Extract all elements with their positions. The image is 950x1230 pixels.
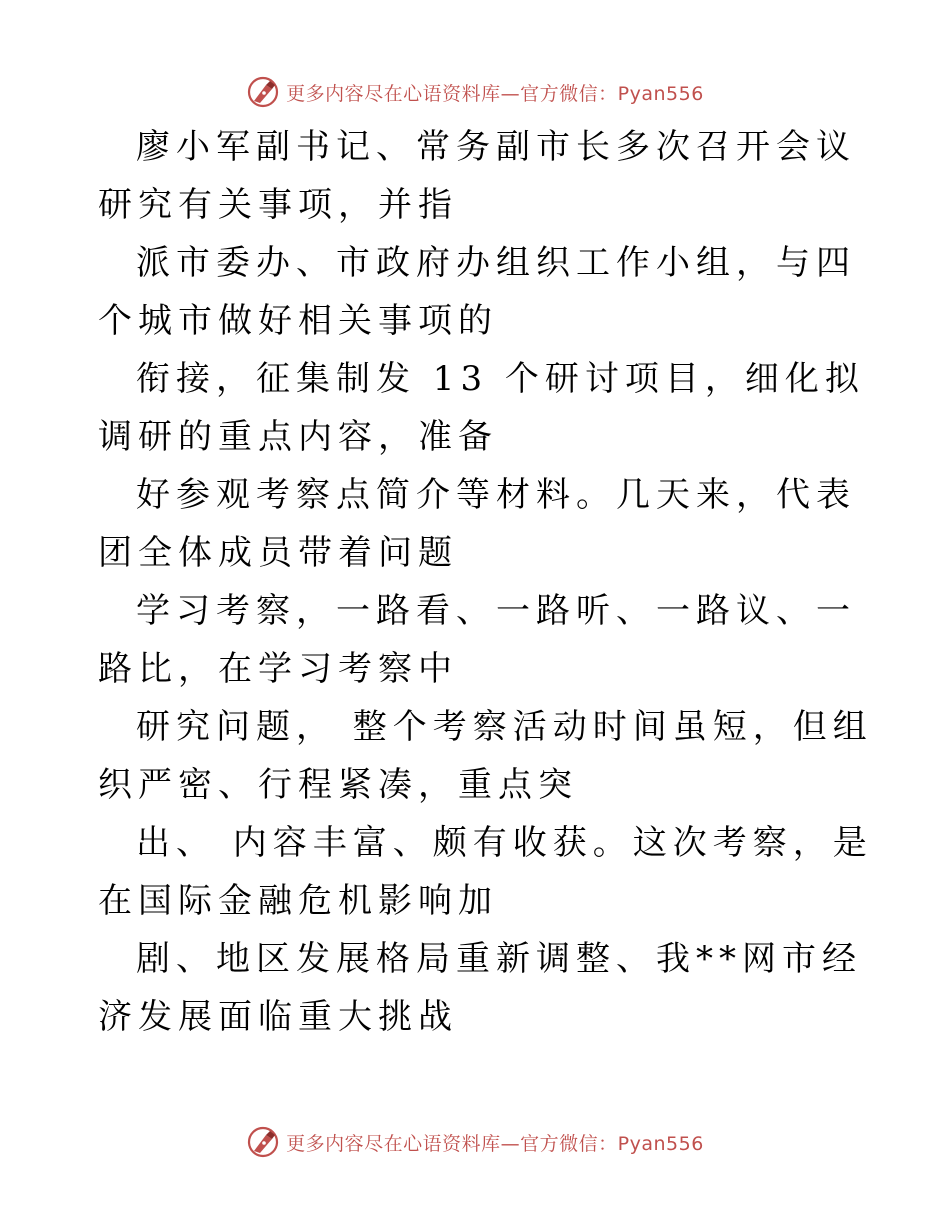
paragraph-2: 派市委办、市政府办组织工作小组，与四个城市做好相关事项的 bbox=[98, 243, 856, 341]
header-banner bbox=[0, 72, 950, 112]
paragraph-8: 剧、地区发展格局重新调整、我**网市经济发展面临重大挑战 bbox=[98, 939, 862, 1037]
footer-banner bbox=[0, 1122, 950, 1162]
paragraph-5: 学习考察，一路看、一路听、一路议、一路比，在学习考察中 bbox=[98, 591, 856, 689]
paragraph-1: 廖小军副书记、常务副市长多次召开会议研究有关事项，并指 bbox=[98, 127, 856, 225]
header-banner-text: 更多内容尽在心语资料库—官方微信：Pyan556 bbox=[286, 82, 704, 105]
footer-banner-text: 更多内容尽在心语资料库—官方微信：Pyan556 bbox=[286, 1132, 704, 1155]
paragraph-4: 好参观考察点简介等材料。几天来，代表团全体成员带着问题 bbox=[98, 475, 856, 573]
paragraph-7: 出、 内容丰富、颇有收获。这次考察，是在国际金融危机影响加 bbox=[98, 823, 873, 921]
pen-nib-logo-icon bbox=[246, 1125, 280, 1159]
document-body bbox=[98, 118, 888, 1046]
paragraph-3: 衔接，征集制发 13 个研讨项目，细化拟调研的重点内容，准备 bbox=[98, 359, 865, 457]
paragraph-6: 研究问题， 整个考察活动时间虽短，但组织严密、行程紧凑，重点突 bbox=[98, 707, 873, 805]
pen-nib-logo-icon bbox=[246, 75, 280, 109]
